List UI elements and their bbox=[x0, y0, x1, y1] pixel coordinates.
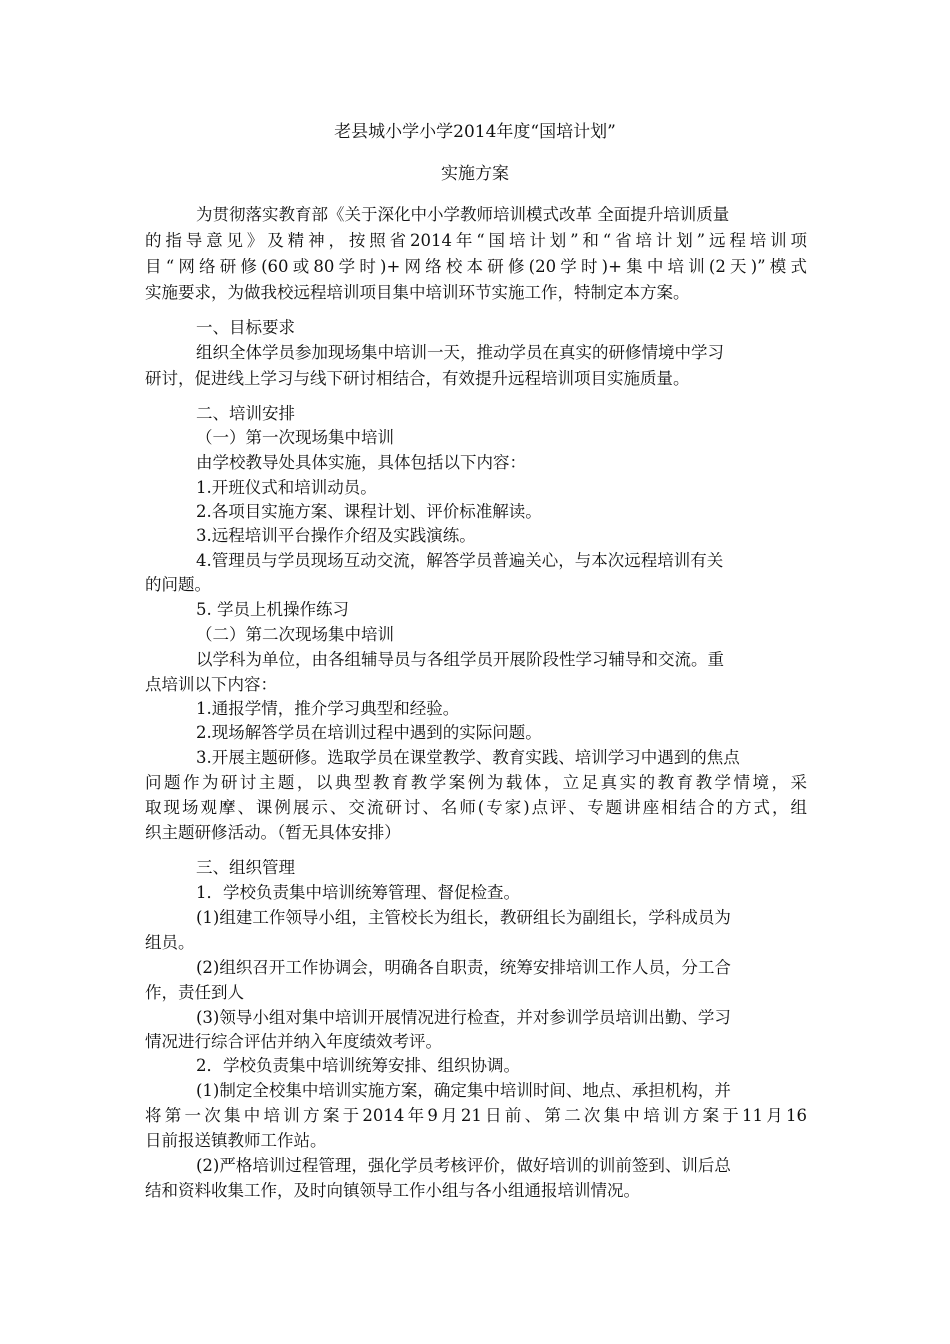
subsection-heading: （一）第一次现场集中培训 bbox=[196, 428, 394, 447]
list-item-continuation: 组员。 bbox=[145, 933, 195, 952]
list-item-continuation: 结和资料收集工作，及时向镇领导工作小组与各小组通报培训情况。 bbox=[145, 1181, 640, 1200]
paragraph-line: 以学科为单位，由各组辅导员与各组学员开展阶段性学习辅导和交流。重 bbox=[196, 650, 724, 669]
list-item: (1)制定全校集中培训实施方案，确定集中培训时间、地点、承担机构，并 bbox=[196, 1081, 731, 1100]
list-item-continuation: 的问题。 bbox=[145, 575, 211, 594]
paragraph-line: 实施要求，为做我校远程培训项目集中培训环节实施工作，特制定本方案。 bbox=[145, 283, 690, 302]
list-item: 1.开班仪式和培训动员。 bbox=[196, 478, 377, 497]
list-item: 2.现场解答学员在培训过程中遇到的实际问题。 bbox=[196, 723, 542, 742]
section-heading: 二、培训安排 bbox=[196, 404, 295, 423]
paragraph-line: 点培训以下内容： bbox=[145, 675, 277, 694]
document-title: 老县城小学小学2014年度“国培计划” bbox=[334, 122, 616, 142]
list-item: 5. 学员上机操作练习 bbox=[196, 600, 349, 619]
paragraph-line: 组织全体学员参加现场集中培训一天，推动学员在真实的研修情境中学习 bbox=[196, 343, 724, 362]
list-item: 3.远程培训平台操作介绍及实践演练。 bbox=[196, 526, 476, 545]
list-item: 1．学校负责集中培训统筹管理、督促检查。 bbox=[196, 883, 520, 902]
list-item: 2.各项目实施方案、课程计划、评价标准解读。 bbox=[196, 502, 542, 521]
subsection-heading: （二）第二次现场集中培训 bbox=[196, 625, 394, 644]
list-item: 1.通报学情，推介学习典型和经验。 bbox=[196, 699, 460, 718]
list-item: (2)严格培训过程管理，强化学员考核评价，做好培训的训前签到、训后总 bbox=[196, 1156, 731, 1175]
document-subtitle: 实施方案 bbox=[441, 164, 509, 184]
paragraph-line: 为贯彻落实教育部《关于深化中小学教师培训模式改革 全面提升培训质量 bbox=[196, 205, 730, 224]
list-item: 2．学校负责集中培训统筹安排、组织协调。 bbox=[196, 1056, 520, 1075]
list-item: (2)组织召开工作协调会，明确各自职责，统筹安排培训工作人员，分工合 bbox=[196, 958, 731, 977]
list-item-continuation: 织主题研修活动。（暂无具体安排） bbox=[145, 823, 401, 842]
list-item-continuation: 日前报送镇教师工作站。 bbox=[145, 1131, 327, 1150]
list-item-continuation: 取现场观摩、课例展示、交流研讨、名师(专家)点评、专题讲座相结合的方式，组 bbox=[145, 798, 807, 817]
list-item: (1)组建工作领导小组，主管校长为组长，教研组长为副组长，学科成员为 bbox=[196, 908, 731, 927]
list-item-continuation: 情况进行综合评估并纳入年度绩效考评。 bbox=[145, 1032, 442, 1051]
section-heading: 三、组织管理 bbox=[196, 858, 295, 877]
paragraph-line: 研讨，促进线上学习与线下研讨相结合，有效提升远程培训项目实施质量。 bbox=[145, 369, 690, 388]
list-item: (3)领导小组对集中培训开展情况进行检查，并对参训学员培训出勤、学习 bbox=[196, 1008, 731, 1027]
list-item-continuation: 问题作为研讨主题，以典型教育教学案例为载体，立足真实的教育教学情境，采 bbox=[145, 773, 807, 792]
paragraph-line: 的指导意见》及精神，按照省2014年“国培计划”和“省培计划”远程培训项 bbox=[145, 231, 807, 250]
list-item-continuation: 将第一次集中培训方案于2014年9月21日前、第二次集中培训方案于11月16 bbox=[145, 1106, 807, 1125]
list-item-continuation: 作，责任到人 bbox=[145, 983, 244, 1002]
list-item: 4.管理员与学员现场互动交流，解答学员普遍关心，与本次远程培训有关 bbox=[196, 551, 724, 570]
paragraph-line: 目“网络研修(60或80学时)+网络校本研修(20学时)+集中培训(2天)”模式 bbox=[145, 257, 807, 276]
list-item: 3.开展主题研修。选取学员在课堂教学、教育实践、培训学习中遇到的焦点 bbox=[196, 748, 740, 767]
paragraph-line: 由学校教导处具体实施，具体包括以下内容： bbox=[196, 453, 526, 472]
section-heading: 一、目标要求 bbox=[196, 318, 295, 337]
